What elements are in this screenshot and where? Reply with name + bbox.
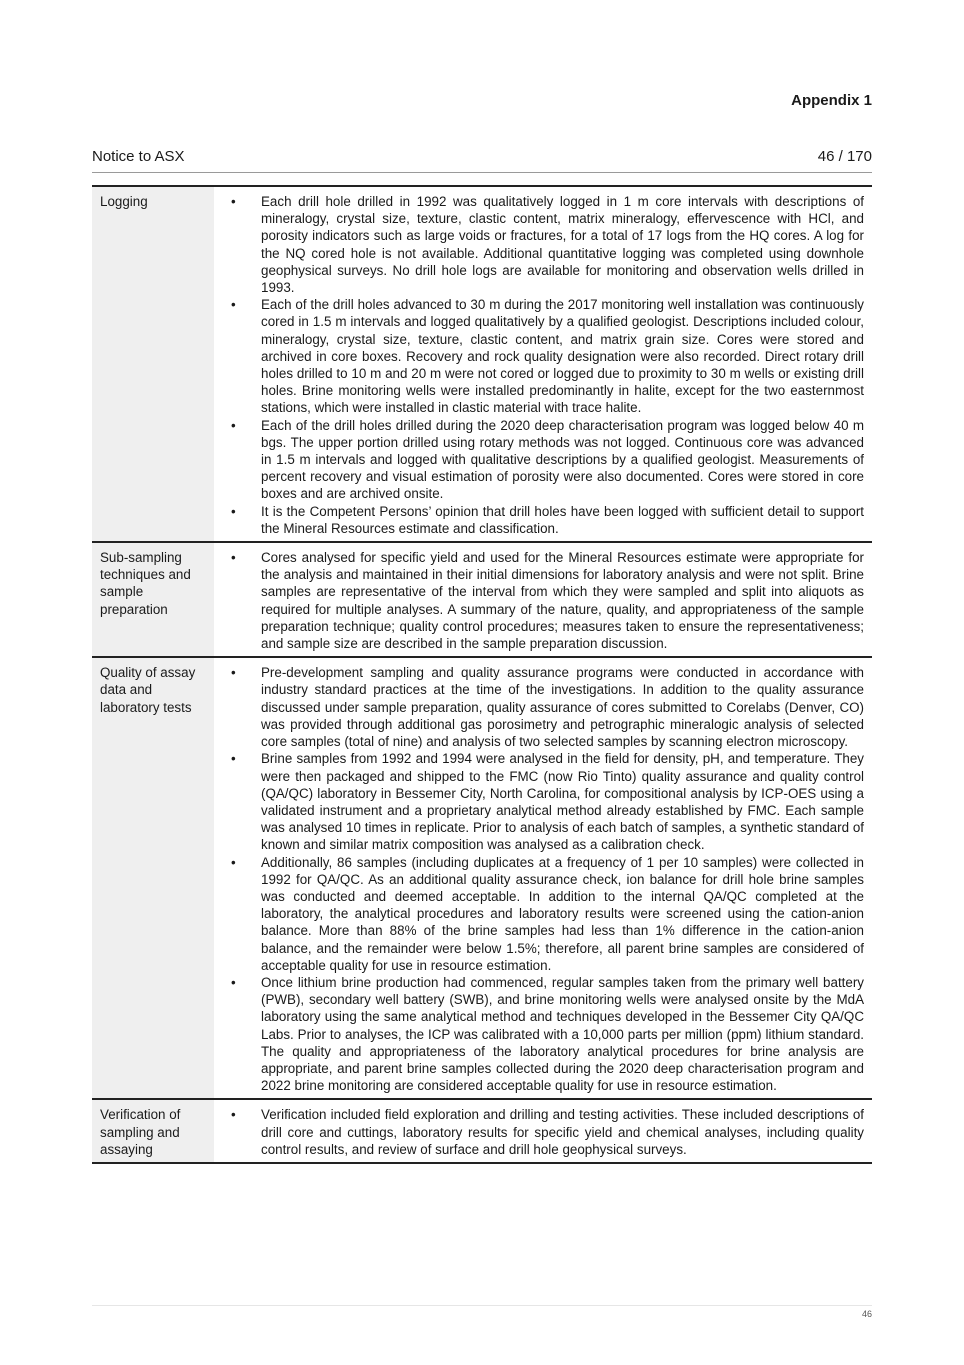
page-indicator: 46 / 170 [817, 148, 872, 165]
table-row [92, 186, 872, 542]
table-row [92, 1099, 872, 1163]
bullet-item: • Each of the drill holes advanced to 30 m during the 2017 monitoring well installation was continuously cored in 1.5 m intervals and logged qualitatively by a qualified geologist. Descriptions included colour, mineralogy, crystal size, texture, clastic content, and matrix grain size. Cores were stored and archived in core boxes. Recovery and rock quality designation were also recorded. Direct rotary drill holes drilled to 10 m and 20 m were not cored or logged due to proximity to 30 m wells or existing drill holes. Brine monitoring wells were installed predominantly in halite, except for the two easternmost stations, which were installed in clastic material with trace halite. [214, 296, 864, 416]
row-content [214, 542, 872, 657]
row-content [214, 186, 872, 542]
row-label: Logging [92, 186, 214, 542]
bullet-item: • Each drill hole drilled in 1992 was qualitatively logged in 1 m core intervals with descriptions of mineralogy, crystal size, texture, clastic content, matrix mineralogy, effervescence with HCl, and porosity indicators such as large voids or fractures, for a total of 17 logs from the HQ cores. A log for the NQ cored hole is not available. Additional quantitative logging was completed using downhole geophysical surveys. No drill hole logs are available for monitoring and observation wells drilled in 1993. [214, 193, 864, 296]
bullet-item: • Verification included field exploration and drilling and testing activities. These included descriptions of drill core and cuttings, laboratory results for specific yield and chemical analyses, including quality control results, and review of surface and drill hole geophysical surveys. [214, 1106, 864, 1158]
notice-title: Notice to ASX [92, 148, 185, 165]
row-content [214, 1099, 872, 1163]
bullet-item: • It is the Competent Persons’ opinion that drill holes have been logged with sufficient detail to support the Mineral Resources estimate and classification. [214, 503, 864, 537]
appendix-title: Appendix 1 [791, 92, 872, 109]
table-row [92, 542, 872, 657]
footer-divider [92, 1305, 872, 1306]
table-row [92, 657, 872, 1099]
bullet-item: • Each of the drill holes drilled during the 2020 deep characterisation program was logged below 40 m bgs. The upper portion drilled using rotary methods was not logged. Continuous core was advanced in 1.5 m intervals and logged with qualitative descriptions by a qualified geologist. Measurements of percent recovery and visual estimation of porosity were also documented. Cores were stored in core boxes and are archived onsite. [214, 417, 864, 503]
footer-page-number: 46 [861, 1309, 872, 1319]
bullet-item: • Brine samples from 1992 and 1994 were analysed in the field for density, pH, and temperature. They were then packaged and shipped to the FMC (now Rio Tinto) quality assurance and quality control (QA/QC) laboratory in Bessemer City, North Carolina, for compositional analysis by ICP-OES using a validated instrument and a proprietary analytical method already established by FMC. Each sample was analysed 10 times in replicate. Prior to analysis of each batch of samples, a synthetic standard of known and similar matrix composition was analysed as a calibration check. [214, 750, 864, 853]
row-content [214, 657, 872, 1099]
page-header [92, 148, 872, 173]
bullet-item: • Once lithium brine production had commenced, regular samples taken from the primary well battery (PWB), secondary well battery (SWB), and brine monitoring wells were analysed onsite by the MdA laboratory using the same analytical method and techniques developed in the Bessemer City QA/QC Labs. Prior to analyses, the ICP was calibrated with a 10,000 parts per million (ppm) lithium standard. The quality and appropriateness of the laboratory analytical procedures for brine analysis are appropriate, and parent brine samples collected during the 2020 deep characterisation program and 2022 brine monitoring are considered acceptable quality for use in resource estimation. [214, 974, 864, 1094]
row-label: Verification of sampling and assaying [92, 1099, 214, 1163]
bullet-item: • Pre-development sampling and quality assurance programs were conducted in accordance with industry standard practices at the time of the investigations. In addition to the quality assurance discussed under sample preparation, quality assurance of cores submitted to Corelabs (Denver, CO) was provided through additional gas porosimetry and petrographic mineralogic analysis of selected core samples (total of nine) and analysis of two selected samples by scanning electron microscopy. [214, 664, 864, 750]
row-label: Sub-sampling techniques and sample preparation [92, 542, 214, 657]
bullet-item: • Cores analysed for specific yield and used for the Mineral Resources estimate were appropriate for the analysis and maintained in their initial dimensions for laboratory analysis and were not split. Brine samples are representative of the interval from which they were sampled and split into aliquots as required for multiple analyses. A summary of the nature, quality, and appropriateness of the sample preparation technique; quality control procedures; measures taken to ensure the representativeness; and sample size are described in the sample preparation discussion. [214, 549, 864, 652]
bullet-item: • Additionally, 86 samples (including duplicates at a frequency of 1 per 10 samples) were collected in 1992 for QA/QC. As an additional quality assurance check, ion balance for drill hole brine samples was conducted and deemed acceptable. In addition to the internal QA/QC completed at the laboratory, the analytical procedures and laboratory results were screened using the cation-anion balance. More than 88% of the brine samples had less than 1% difference in the cation-anion balance, and the remainder were below 1.5%; therefore, all parent brine samples are considered of acceptable quality for use in resource estimation. [214, 854, 864, 974]
jorc-table [92, 185, 872, 1164]
row-label: Quality of assay data and laboratory tests [92, 657, 214, 1099]
